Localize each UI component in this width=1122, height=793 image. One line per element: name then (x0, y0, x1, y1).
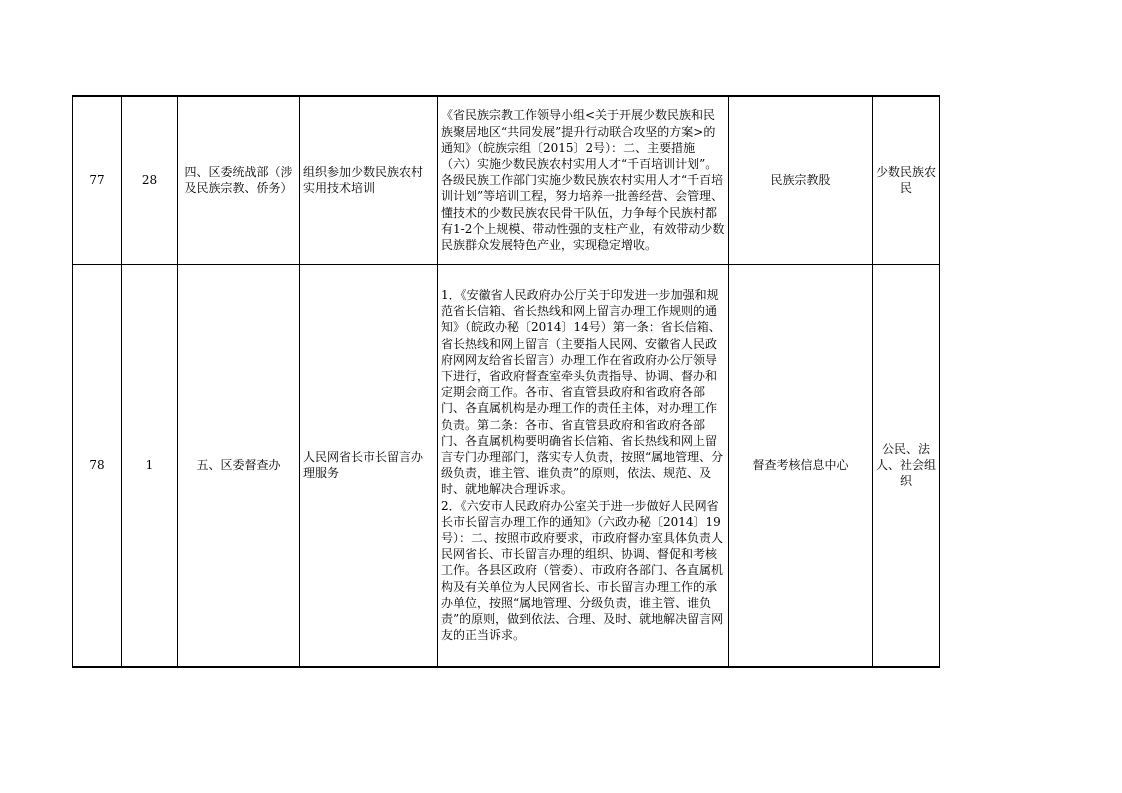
target-cell: 少数民族农民 (873, 96, 940, 264)
table-row-77 (73, 96, 940, 264)
basis-cell (438, 264, 729, 667)
unit-cell: 督查考核信息中心 (729, 264, 873, 667)
item-cell: 人民网省长市长留言办理服务 (300, 264, 438, 667)
seq-cell: 78 (73, 264, 122, 667)
unit-cell: 民族宗教股 (729, 96, 873, 264)
basis-cell (438, 96, 729, 264)
dept-cell: 五、区委督查办 (178, 264, 300, 667)
sub-seq-cell: 1 (122, 264, 178, 667)
service-list-table (72, 95, 940, 668)
dept-cell: 四、区委统战部（涉及民族宗教、侨务） (178, 96, 300, 264)
sub-seq-cell: 28 (122, 96, 178, 264)
basis-paragraph: 《省民族宗教工作领导小组<关于开展少数民族和民族聚居地区“共同发展”提升行动联合攻坚的方案>的通知》（皖族宗组〔2015〕2号）：二、主要措施（六）实施少数民族农村实用人才“千百培训计划”。各级民族工作部门实施少数民族农村实用人才“千百培训计划”等培训工程，努力培养一批善经营、会管理、懂技术的少数民族农民骨干队伍，力争每个民族村都有1-2个上规模、带动性强的支柱产业，有效带动少数民族群众发展特色产业，实现稳定增收。 (441, 108, 725, 252)
basis-paragraph: 1．《安徽省人民政府办公厅关于印发进一步加强和规范省长信箱、省长热线和网上留言办理工作规则的通知》（皖政办秘〔2014〕14号）第一条：省长信箱、省长热线和网上留言（主要指人民网、安徽省人民政府网网友给省长留言）办理工作在省政府办公厅领导下进行，省政府督查室牵头负责指导、协调、督办和定期会商工作。各市、省直管县政府和省政府各部门、各直属机构是办理工作的责任主体，对办理工作负责。第二条：各市、省直管县政府和省政府各部门、各直属机构要明确省长信箱、省长热线和网上留言专门办理部门，落实专人负责，按照“属地管理、分级负责，谁主管、谁负责”的原则，依法、规范、及时、就地解决合理诉求。 (441, 288, 724, 497)
item-cell: 组织参加少数民族农村实用技术培训 (300, 96, 438, 264)
basis-paragraph: 2．《六安市人民政府办公室关于进一步做好人民网省长市长留言办理工作的通知》（六政办秘〔2014〕19号）：二、按照市政府要求，市政府督办室具体负责人民网省长、市长留言办理的组织、协调、督促和考核工作。各县区政府（管委）、市政府各部门、各直属机构及有关单位为人民网省长、市长留言办理工作的承办单位，按照“属地管理、分级负责，谁主管、谁负责”的原则，做到依法、合理、及时、就地解决留言网友的正当诉求。 (441, 498, 724, 643)
target-cell: 公民、法人、社会组织 (873, 264, 940, 667)
table-row-78 (73, 264, 940, 667)
seq-cell: 77 (73, 96, 122, 264)
